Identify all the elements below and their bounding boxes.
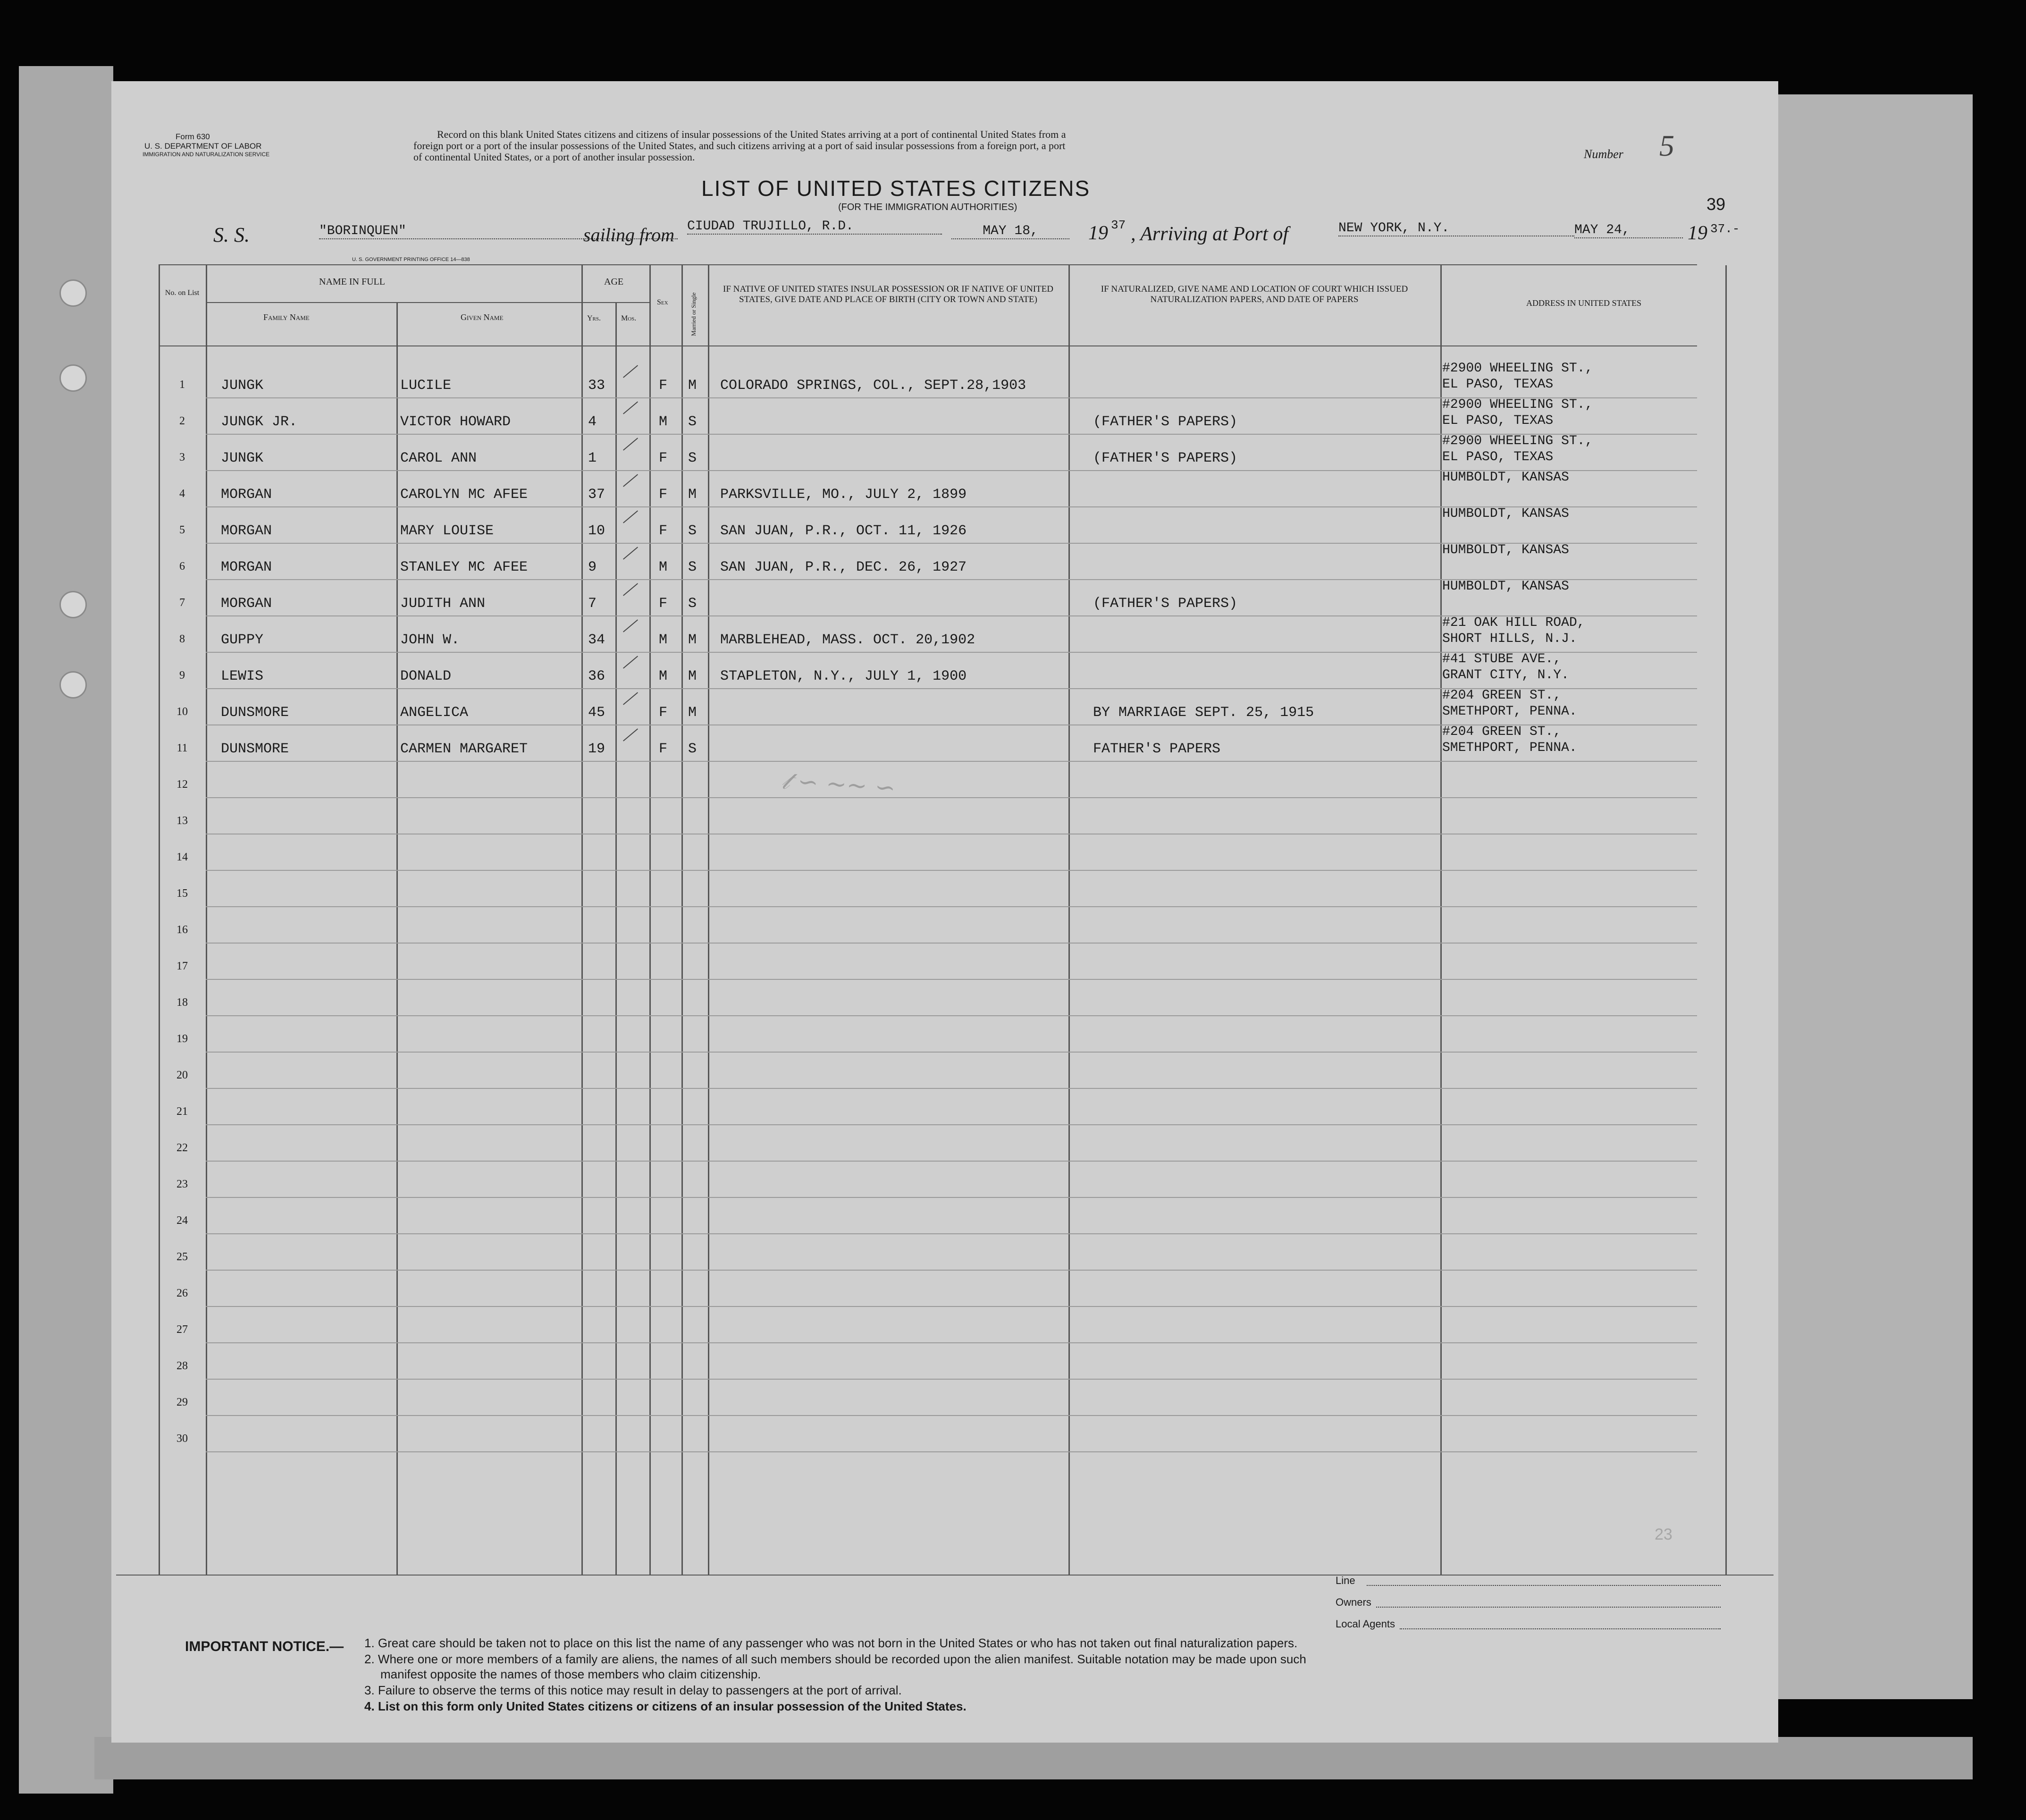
check-mark <box>623 583 638 596</box>
row-rule <box>206 979 1697 980</box>
binder-hole <box>59 671 87 699</box>
ss-label: S. S. <box>213 223 250 246</box>
row-rule <box>206 1415 1697 1416</box>
page-edge-right <box>1774 94 1973 1699</box>
address: HUMBOLDT, KANSAS <box>1442 506 1569 521</box>
binder-hole <box>59 591 87 618</box>
record-instructions-1: Record on this blank United States citizens and citizens of insular possessions of the United States arriving at a port of continental United States from a <box>437 128 1066 140</box>
family-name: MORGAN <box>221 559 272 575</box>
address: HUMBOLDT, KANSAS <box>1442 579 1569 594</box>
row-rule <box>206 761 1697 762</box>
stamp-number: 23 <box>1655 1525 1673 1543</box>
family-name: GUPPY <box>221 632 264 648</box>
sex: M <box>659 632 668 648</box>
check-mark <box>623 365 638 378</box>
page-edge-left <box>19 66 113 1794</box>
check-mark <box>623 728 638 741</box>
header-name-in-full: NAME IN FULL <box>319 277 385 287</box>
ship-name: "BORINQUEN" <box>319 224 678 239</box>
age-years: 7 <box>588 596 597 612</box>
birth-info: PARKSVILLE, MO., JULY 2, 1899 <box>720 487 967 503</box>
sailing-label: sailing from <box>583 224 674 245</box>
row-number: 11 <box>177 742 188 754</box>
owners-label: Owners <box>1336 1596 1371 1608</box>
row-rule <box>206 1161 1697 1162</box>
name-subheader-rule <box>206 302 649 303</box>
check-mark <box>623 656 638 668</box>
given-name: JOHN W. <box>400 632 460 648</box>
birth-info: MARBLEHEAD, MASS. OCT. 20,1902 <box>720 632 975 648</box>
row-number: 22 <box>177 1142 188 1154</box>
row-number: 30 <box>177 1432 188 1445</box>
row-number: 1 <box>179 379 185 391</box>
notice-2b: manifest opposite the names of those members who claim citizenship. <box>380 1667 761 1681</box>
line-label: Line <box>1336 1575 1355 1586</box>
age-years: 10 <box>588 523 605 539</box>
age-years: 19 <box>588 741 605 757</box>
header-native: IF NATIVE OF UNITED STATES INSULAR POSSESSION OR IF NATIVE OF UNITED STATES, GIVE DATE AND PLACE OF BIRTH (CITY OR TOWN AND STATE) <box>723 284 1053 304</box>
naturalization-info: BY MARRIAGE SEPT. 25, 1915 <box>1093 705 1314 721</box>
binder-hole <box>59 364 87 392</box>
header-address: ADDRESS IN UNITED STATES <box>1526 298 1642 308</box>
check-mark <box>623 401 638 414</box>
birth-info: COLORADO SPRINGS, COL., SEPT.28,1903 <box>720 378 1026 394</box>
form-service: IMMIGRATION AND NATURALIZATION SERVICE <box>143 151 270 158</box>
birth-info: SAN JUAN, P.R., DEC. 26, 1927 <box>720 559 967 575</box>
address: #2900 WHEELING ST., EL PASO, TEXAS <box>1442 434 1593 464</box>
row-number: 18 <box>177 996 188 1009</box>
naturalization-info: FATHER'S PAPERS <box>1093 741 1221 757</box>
naturalization-info: (FATHER'S PAPERS) <box>1093 596 1238 612</box>
row-rule <box>206 943 1697 944</box>
given-name: DONALD <box>400 668 452 684</box>
naturalization-info: (FATHER'S PAPERS) <box>1093 450 1238 466</box>
sex: F <box>659 450 668 466</box>
row-number: 7 <box>179 597 185 609</box>
row-rule <box>206 1379 1697 1380</box>
address: #204 GREEN ST., SMETHPORT, PENNA. <box>1442 688 1577 719</box>
notice-2a: 2. Where one or more members of a family are aliens, the names of all such members should be recorded upon the alien manifest. Suitable notation may be made upon such <box>364 1652 1306 1666</box>
row-number: 15 <box>177 887 188 900</box>
address: #21 OAK HILL ROAD, SHORT HILLS, N.J. <box>1442 615 1585 646</box>
family-name: MORGAN <box>221 523 272 539</box>
notice-1: 1. Great care should be taken not to place on this list the name of any passenger who was not born in the United States or who has not taken out final naturalization papers. <box>364 1636 1298 1650</box>
sex: M <box>659 559 668 575</box>
row-rule <box>206 1233 1697 1234</box>
header-family-name: Family Name <box>263 312 310 322</box>
address: #2900 WHEELING ST., EL PASO, TEXAS <box>1442 397 1593 428</box>
age-years: 37 <box>588 487 605 503</box>
given-name: ANGELICA <box>400 705 469 721</box>
given-name: VICTOR HOWARD <box>400 414 511 430</box>
col-rule <box>1725 265 1727 1576</box>
family-name: MORGAN <box>221 487 272 503</box>
check-mark <box>623 547 638 559</box>
departure-year: 37 <box>1111 218 1126 232</box>
row-number: 21 <box>177 1105 188 1118</box>
row-rule <box>206 1342 1697 1343</box>
naturalization-info: (FATHER'S PAPERS) <box>1093 414 1238 430</box>
row-number: 28 <box>177 1360 188 1372</box>
header-given-name: Given Name <box>461 312 504 322</box>
sex: F <box>659 596 668 612</box>
header-yrs: Yrs. <box>587 314 601 322</box>
given-name: JUDITH ANN <box>400 596 486 612</box>
age-years: 4 <box>588 414 597 430</box>
departure-year-prefix: 19 <box>1088 222 1108 244</box>
family-name: JUNGK JR. <box>221 414 298 430</box>
number-label: Number <box>1584 147 1623 161</box>
check-mark <box>623 692 638 705</box>
arrival-year-prefix: 19 <box>1688 222 1707 244</box>
address: HUMBOLDT, KANSAS <box>1442 470 1569 485</box>
row-number: 24 <box>177 1214 188 1227</box>
marital-status: S <box>688 559 697 575</box>
age-years: 36 <box>588 668 605 684</box>
sex: M <box>659 414 668 430</box>
row-number: 29 <box>177 1396 188 1408</box>
row-number: 17 <box>177 960 188 972</box>
row-number: 5 <box>179 524 185 536</box>
family-name: LEWIS <box>221 668 264 684</box>
given-name: LUCILE <box>400 378 452 394</box>
age-years: 45 <box>588 705 605 721</box>
form-dept: U. S. DEPARTMENT OF LABOR <box>144 142 262 151</box>
row-rule <box>206 1088 1697 1089</box>
row-number: 27 <box>177 1323 188 1336</box>
family-name: JUNGK <box>221 450 264 466</box>
address: #204 GREEN ST., SMETHPORT, PENNA. <box>1442 725 1577 755</box>
row-number: 10 <box>177 706 188 718</box>
row-number: 3 <box>179 451 185 463</box>
arrival-year: 37.- <box>1710 222 1740 236</box>
row-number: 9 <box>179 669 185 682</box>
row-rule <box>206 1197 1697 1198</box>
row-rule <box>206 1270 1697 1271</box>
sex: F <box>659 741 668 757</box>
col-rule <box>615 302 617 1576</box>
row-number: 19 <box>177 1033 188 1045</box>
given-name: CAROL ANN <box>400 450 477 466</box>
agents-label: Local Agents <box>1336 1618 1395 1630</box>
family-name: JUNGK <box>221 378 264 394</box>
row-rule <box>206 1451 1697 1452</box>
family-name: DUNSMORE <box>221 705 289 721</box>
age-years: 1 <box>588 450 597 466</box>
page-number: 39 <box>1707 194 1726 214</box>
form-id: Form 630 <box>176 132 210 141</box>
sex: F <box>659 705 668 721</box>
row-number: 26 <box>177 1287 188 1299</box>
address: HUMBOLDT, KANSAS <box>1442 543 1569 557</box>
table-header-rule <box>159 345 1697 346</box>
notice-4: 4. List on this form only United States citizens or citizens of an insular possession of the United States. <box>364 1699 967 1713</box>
row-rule <box>206 1306 1697 1307</box>
marital-status: S <box>688 523 697 539</box>
marital-status: M <box>688 668 697 684</box>
record-instructions-2: foreign port or a port of the insular possessions of the United States, and such citizens arriving at a port of said insular possessions from a foreign port, a port <box>413 140 1066 152</box>
arriving-label: , Arriving at Port of <box>1131 223 1289 245</box>
agents-field <box>1400 1628 1721 1629</box>
address: #2900 WHEELING ST., EL PASO, TEXAS <box>1442 361 1593 392</box>
header-no: No. on List <box>165 289 200 297</box>
print-note: U. S. GOVERNMENT PRINTING OFFICE 14—838 <box>352 257 470 262</box>
header-sex: Sex <box>657 298 668 306</box>
row-number: 12 <box>177 778 188 791</box>
departure-date: MAY 18, <box>951 224 1069 239</box>
birth-info: SAN JUAN, P.R., OCT. 11, 1926 <box>720 523 967 539</box>
check-mark <box>623 510 638 523</box>
notice-3: 3. Failure to observe the terms of this notice may result in delay to passengers at the port of arrival. <box>364 1683 902 1697</box>
notice-title: IMPORTANT NOTICE.— <box>185 1639 344 1654</box>
row-number: 13 <box>177 815 188 827</box>
marital-status: M <box>688 378 697 394</box>
marital-status: S <box>688 450 697 466</box>
birth-info: STAPLETON, N.Y., JULY 1, 1900 <box>720 668 967 684</box>
row-rule <box>206 870 1697 871</box>
header-naturalized: IF NATURALIZED, GIVE NAME AND LOCATION OF COURT WHICH ISSUED NATURALIZATION PAPERS, AND DATE OF PAPERS <box>1101 284 1408 304</box>
table-top-rule <box>159 264 1697 265</box>
age-years: 34 <box>588 632 605 648</box>
given-name: CARMEN MARGARET <box>400 741 528 757</box>
handwritten-annotation: 𝓉 ∽ ~~ ∽ <box>781 766 897 803</box>
form-subtitle: (FOR THE IMMIGRATION AUTHORITIES) <box>838 202 1017 212</box>
sex: F <box>659 378 668 394</box>
age-years: 9 <box>588 559 597 575</box>
binder-hole <box>59 279 87 307</box>
row-rule <box>206 906 1697 907</box>
row-rule <box>206 1052 1697 1053</box>
row-rule <box>206 1124 1697 1125</box>
manifest-page <box>111 81 1778 1743</box>
address: #41 STUBE AVE., GRANT CITY, N.Y. <box>1442 652 1569 682</box>
row-number: 20 <box>177 1069 188 1081</box>
row-rule <box>206 1015 1697 1016</box>
number-value: 5 <box>1659 129 1674 162</box>
check-mark <box>623 438 638 450</box>
col-rule <box>396 302 398 1576</box>
owners-field <box>1376 1607 1721 1608</box>
table-bottom-rule <box>116 1575 1774 1576</box>
row-rule <box>206 797 1697 798</box>
line-field <box>1367 1585 1721 1586</box>
header-married-single: Married or Single <box>690 292 697 336</box>
page-edge-bottom <box>94 1737 1973 1779</box>
check-mark <box>623 474 638 487</box>
given-name: STANLEY MC AFEE <box>400 559 528 575</box>
sex: F <box>659 523 668 539</box>
family-name: MORGAN <box>221 596 272 612</box>
arrival-date: MAY 24, <box>1574 223 1683 238</box>
header-mos: Mos. <box>621 314 637 322</box>
arrival-port: NEW YORK, N.Y. <box>1338 221 1574 236</box>
marital-status: S <box>688 414 697 430</box>
check-mark <box>623 619 638 632</box>
marital-status: M <box>688 632 697 648</box>
header-age: AGE <box>604 277 624 287</box>
row-number: 2 <box>179 415 185 427</box>
marital-status: S <box>688 741 697 757</box>
record-instructions-3: of continental United States, or a port of another insular possession. <box>413 151 695 163</box>
sex: M <box>659 668 668 684</box>
row-number: 23 <box>177 1178 188 1190</box>
marital-status: M <box>688 705 697 721</box>
marital-status: S <box>688 596 697 612</box>
given-name: MARY LOUISE <box>400 523 494 539</box>
row-number: 6 <box>179 560 185 573</box>
sex: F <box>659 487 668 503</box>
departure-port: CIUDAD TRUJILLO, R.D. <box>687 219 942 235</box>
row-number: 4 <box>179 488 185 500</box>
given-name: CAROLYN MC AFEE <box>400 487 528 503</box>
row-number: 14 <box>177 851 188 863</box>
marital-status: M <box>688 487 697 503</box>
row-number: 8 <box>179 633 185 645</box>
form-title: LIST OF UNITED STATES CITIZENS <box>701 176 1091 201</box>
row-number: 16 <box>177 924 188 936</box>
row-number: 25 <box>177 1251 188 1263</box>
age-years: 33 <box>588 378 605 394</box>
family-name: DUNSMORE <box>221 741 289 757</box>
